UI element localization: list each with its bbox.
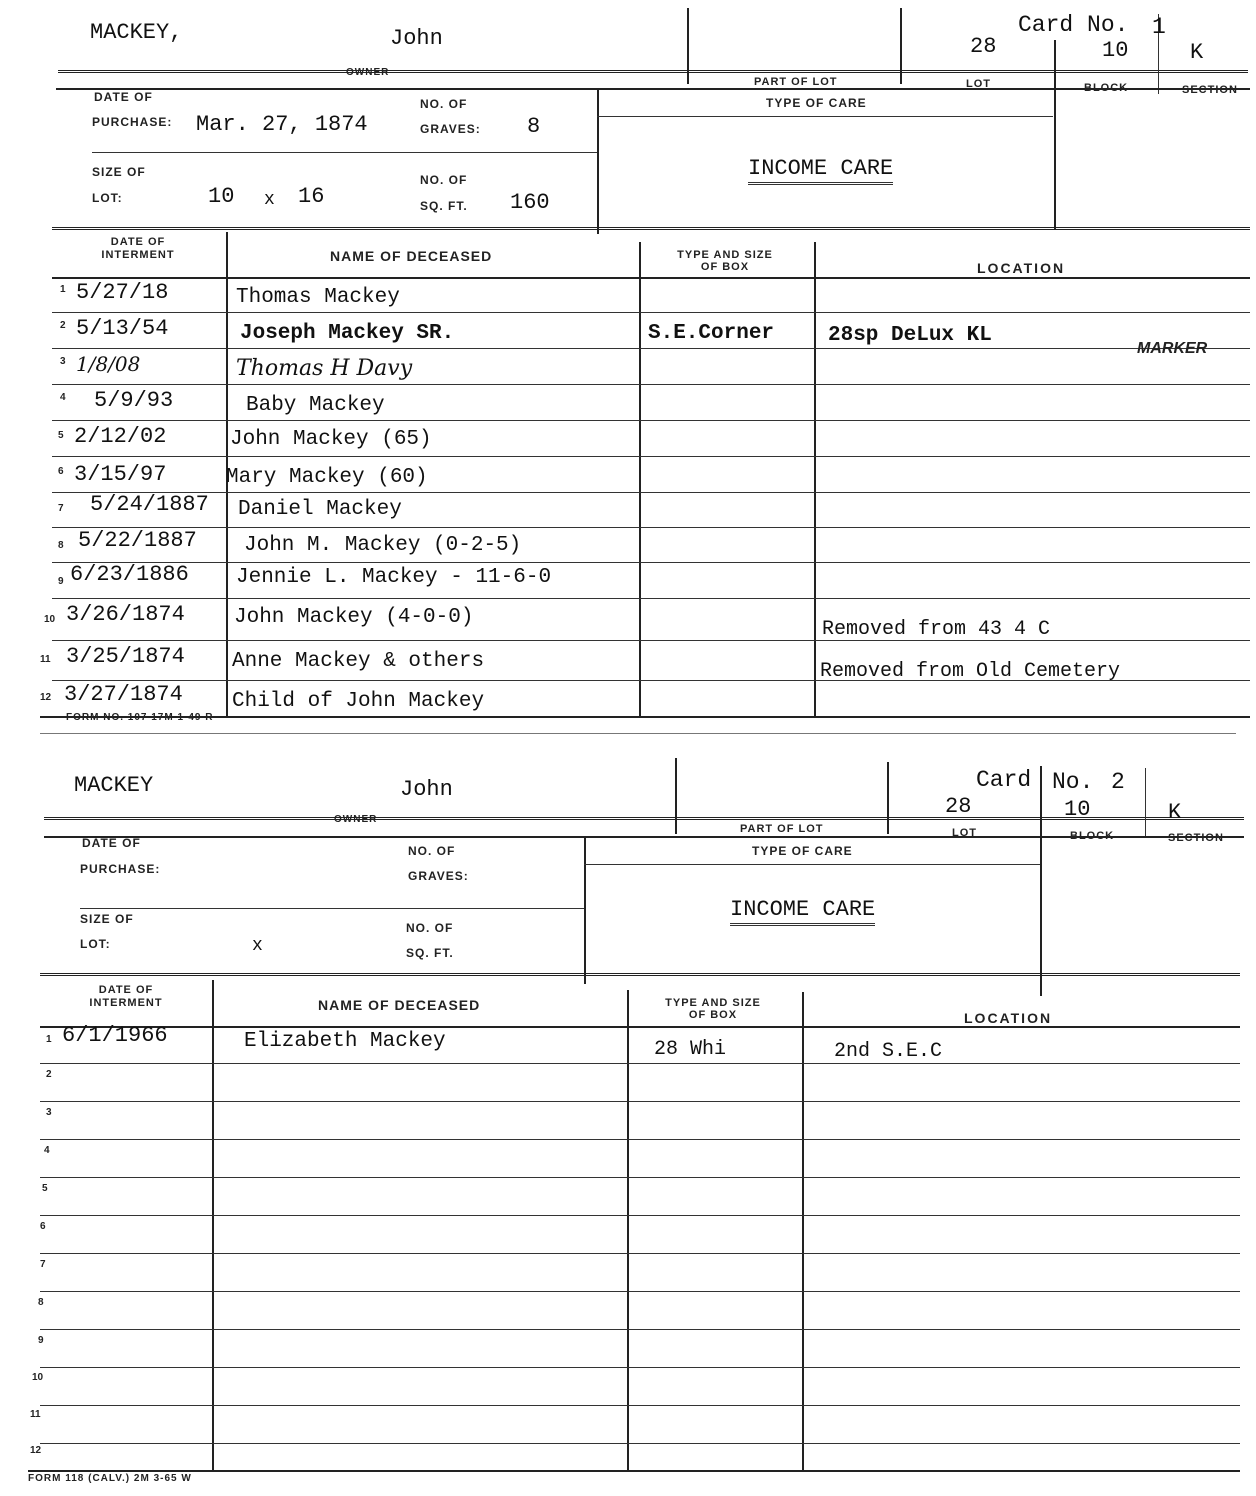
section-label: SECTION (1168, 832, 1224, 844)
card-edge (40, 733, 1236, 734)
divider (887, 762, 889, 834)
interment-date: 5/24/1887 (90, 492, 209, 517)
deceased-name: Daniel Mackey (238, 498, 402, 521)
form-number: FORM NO. 107 17M 1-49 R (66, 712, 214, 723)
date-of-interment-label: DATE OF INTERMENT (101, 236, 175, 261)
block-label: BLOCK (1070, 830, 1115, 842)
row-rule (52, 598, 1250, 599)
grave-location: Removed from Old Cemetery (820, 660, 1121, 683)
deceased-name: Elizabeth Mackey (244, 1030, 446, 1053)
size-height: 16 (298, 184, 325, 209)
card-number-label: Card No. (1018, 12, 1129, 38)
date-of-purchase: Mar. 27, 1874 (196, 112, 368, 137)
sq-ft-value: 160 (510, 190, 550, 215)
section-value: K (1190, 40, 1204, 65)
row-number: 8 (38, 1297, 44, 1308)
type-of-care-value-wrap (730, 897, 875, 922)
grave-location: Removed from 43 4 C (822, 618, 1051, 641)
lot-field-label: LOT: (80, 937, 111, 951)
row-rule (52, 277, 1250, 279)
sq-ft-label: SQ. FT. (406, 946, 454, 960)
divider (584, 836, 586, 984)
purchase-label: PURCHASE: (92, 115, 173, 129)
block-value: 10 (1102, 38, 1129, 63)
no-of-label-2: NO. OF (420, 173, 468, 187)
row-rule (40, 1443, 1240, 1444)
owner-surname: MACKEY, (90, 20, 183, 45)
row-number: 1 (60, 284, 66, 295)
interment-date: 2/12/02 (74, 424, 167, 449)
row-rule (52, 456, 1250, 457)
graves-label: GRAVES: (408, 869, 469, 883)
row-number: 12 (30, 1445, 42, 1456)
size-x: x (252, 936, 263, 956)
deceased-name: Mary Mackey (60) (226, 466, 428, 489)
row-rule (40, 1367, 1240, 1368)
purchase-rule (92, 152, 597, 153)
section-label: SECTION (1182, 84, 1238, 96)
owner-label: OWNER (346, 67, 390, 78)
table-bottom-rule (40, 716, 1250, 718)
name-of-deceased-label: NAME OF DECEASED (330, 248, 493, 264)
divider (687, 8, 689, 84)
interment-date: 5/27/18 (76, 280, 169, 305)
row-rule (52, 348, 1250, 349)
row-rule (52, 640, 1250, 641)
lot-field-label: LOT: (92, 191, 123, 205)
type-of-care-value: INCOME CARE (748, 156, 893, 185)
header-rule-2 (56, 88, 1250, 90)
row-rule (40, 1101, 1240, 1102)
graves-label: GRAVES: (420, 122, 481, 136)
column-divider (639, 242, 641, 716)
row-number: 4 (44, 1145, 50, 1156)
card-number: 2 (1111, 769, 1125, 795)
no-of-label: NO. OF (420, 97, 468, 111)
row-rule (40, 1253, 1240, 1254)
header-rule (58, 70, 1248, 73)
no-of-label: NO. OF (408, 844, 456, 858)
size-width: 10 (208, 184, 235, 209)
interment-date: 5/9/93 (94, 388, 174, 413)
row-number: 10 (32, 1372, 44, 1383)
care-rule (597, 116, 1053, 117)
no-of-graves: 8 (527, 114, 541, 139)
divider (597, 88, 599, 234)
deceased-name: Jennie L. Mackey - 11-6-0 (236, 566, 552, 589)
type-size-box-label: TYPE AND SIZE OF BOX (677, 249, 773, 273)
row-rule (40, 1177, 1240, 1178)
deceased-name: Thomas Mackey (236, 286, 400, 309)
card-number: 1 (1152, 14, 1166, 40)
header-rule-2 (44, 836, 1244, 838)
row-rule (52, 384, 1250, 385)
row-rule (52, 420, 1250, 421)
block-value: 10 (1064, 797, 1091, 822)
interment-date: 3/26/1874 (66, 602, 185, 627)
type-size-box-label: TYPE AND SIZE OF BOX (665, 997, 761, 1021)
table-top-rule (52, 227, 1250, 230)
divider (1145, 768, 1146, 836)
row-number: 12 (40, 692, 52, 703)
type-of-care-value: INCOME CARE (730, 897, 875, 926)
row-rule (40, 1063, 1240, 1064)
interment-date: 1/8/08 (76, 352, 141, 376)
column-divider (212, 980, 214, 1470)
card-no-label: No. (1052, 769, 1094, 795)
row-number: 2 (46, 1069, 52, 1080)
row-number: 6 (40, 1221, 46, 1232)
section-value: K (1168, 800, 1182, 825)
row-number: 7 (58, 503, 64, 514)
row-rule (40, 1026, 1240, 1028)
row-number: 5 (42, 1183, 48, 1194)
interment-date: 6/23/1886 (70, 562, 189, 587)
row-rule (52, 527, 1250, 528)
care-rule (584, 864, 1040, 865)
row-number: 7 (40, 1259, 46, 1270)
location-label: LOCATION (964, 1010, 1053, 1026)
burial-card-1 (0, 0, 1256, 740)
lot-label: LOT (952, 827, 977, 839)
row-number: 6 (58, 466, 64, 477)
type-of-care-label: TYPE OF CARE (766, 96, 867, 110)
deceased-name: Joseph Mackey SR. (240, 322, 455, 345)
deceased-name: John Mackey (65) (230, 428, 432, 451)
box-type: 28 Whi (654, 1038, 727, 1061)
location-label: LOCATION (977, 260, 1066, 276)
owner-given-name: John (400, 777, 453, 802)
row-rule (40, 1215, 1240, 1216)
deceased-name: Thomas H Davy (236, 356, 413, 381)
row-number: 10 (44, 614, 56, 625)
deceased-name: Anne Mackey & others (232, 650, 485, 673)
column-divider (814, 242, 816, 716)
row-number: 11 (30, 1409, 41, 1420)
purchase-rule (80, 908, 584, 909)
date-of-label: DATE OF (82, 836, 141, 850)
row-number: 8 (58, 540, 64, 551)
deceased-name: John Mackey (4-0-0) (234, 606, 474, 629)
interment-date: 5/22/1887 (78, 528, 197, 553)
name-of-deceased-label: NAME OF DECEASED (318, 997, 481, 1013)
interment-date: 6/1/1966 (62, 1023, 168, 1048)
date-of-interment-label: DATE OF INTERMENT (89, 984, 163, 1009)
row-rule (40, 1291, 1240, 1292)
type-of-care-value-wrap (748, 156, 893, 181)
sq-ft-label: SQ. FT. (420, 199, 468, 213)
interment-date: 5/13/54 (76, 316, 169, 341)
row-number: 9 (38, 1335, 44, 1346)
deceased-name: Baby Mackey (246, 394, 385, 417)
form-number: FORM 118 (CALV.) 2M 3-65 W (28, 1473, 192, 1484)
row-number: 11 (40, 654, 51, 665)
lot-value: 28 (945, 794, 972, 819)
row-rule (40, 1405, 1240, 1406)
row-number: 9 (58, 576, 64, 587)
row-number: 3 (60, 356, 66, 367)
interment-date: 3/25/1874 (66, 644, 185, 669)
grave-location: 2nd S.E.C (834, 1040, 943, 1063)
interment-date: 3/15/97 (74, 462, 167, 487)
box-type: S.E.Corner (648, 322, 775, 345)
part-of-lot-label: PART OF LOT (740, 823, 824, 835)
grave-location: 28sp DeLux KL (828, 324, 992, 347)
divider (900, 8, 902, 84)
row-rule (40, 1329, 1240, 1330)
type-of-care-label: TYPE OF CARE (752, 844, 853, 858)
row-number: 2 (60, 320, 66, 331)
divider (1040, 766, 1042, 996)
table-top-rule (40, 973, 1240, 976)
row-rule (52, 312, 1250, 313)
marker-note: MARKER (1137, 340, 1208, 357)
row-number: 4 (60, 392, 66, 403)
lot-value: 28 (970, 34, 997, 59)
card-label: Card (976, 767, 1032, 793)
purchase-label: PURCHASE: (80, 862, 161, 876)
no-of-label-2: NO. OF (406, 921, 454, 935)
row-number: 1 (46, 1034, 52, 1045)
owner-surname: MACKEY (74, 773, 154, 798)
date-of-label: DATE OF (94, 90, 153, 104)
block-label: BLOCK (1084, 82, 1129, 94)
interment-date: 3/27/1874 (64, 682, 183, 707)
size-x: x (264, 190, 275, 210)
deceased-name: John M. Mackey (0-2-5) (244, 534, 522, 557)
lot-label: LOT (966, 78, 991, 90)
row-rule (40, 1139, 1240, 1140)
divider (675, 758, 677, 834)
row-rule (52, 562, 1250, 563)
deceased-name: Child of John Mackey (232, 690, 485, 713)
divider (1054, 40, 1056, 230)
row-rule (52, 492, 1250, 493)
size-of-label: SIZE OF (80, 912, 134, 926)
part-of-lot-label: PART OF LOT (754, 76, 838, 88)
row-number: 5 (58, 430, 64, 441)
owner-label: OWNER (334, 814, 378, 825)
table-bottom-rule (28, 1470, 1240, 1472)
burial-card-2 (0, 740, 1256, 1496)
row-number: 3 (46, 1107, 52, 1118)
owner-given-name: John (390, 26, 443, 51)
column-divider (627, 990, 629, 1470)
size-of-label: SIZE OF (92, 165, 146, 179)
